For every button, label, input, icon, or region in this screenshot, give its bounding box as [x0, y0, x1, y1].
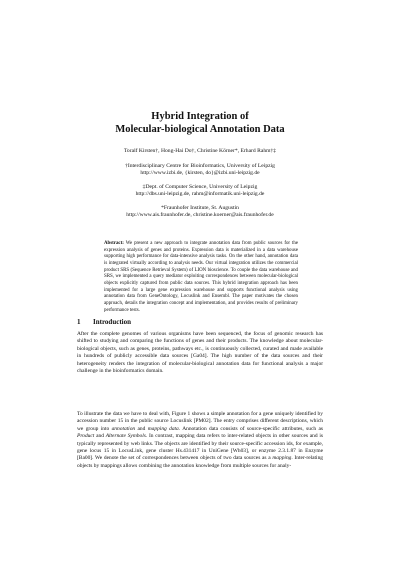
term-annotation: annotation [111, 425, 136, 432]
affiliation-2-name: ‡Dept. of Computer Science, University of Leipzig [142, 184, 258, 190]
section-title: Introduction [93, 318, 131, 326]
abstract [104, 241, 298, 314]
paragraph-2-text: and [135, 425, 148, 432]
title-line-2: Molecular-biological Annotation Data [115, 124, 285, 135]
paragraph-2-text: To illustrate the data we have to deal with, Figure 1 shows a simple annotation for a gene uniquely identified by accession number 15 in the public source Locuslink [PM02]. The entry comprises different descriptions, which we group into [77, 411, 323, 432]
affiliation-1-name: †Interdisciplinary Centre for Bioinformatics, University of Leipzig [125, 163, 275, 169]
abstract-label: Abstract: [104, 241, 124, 246]
affiliation-2-contact: http://dbs.uni-leipzig.de, rahm@informatik.uni-leipzig.de [135, 191, 265, 197]
section-number: 1 [77, 318, 81, 326]
paragraph-2-text: and [94, 433, 106, 440]
affiliation-3-name: *Fraunhofer Institute, St. Augustin [161, 205, 239, 211]
paragraph-2-text: . Annotation data consists of source-specific attributes, such as [178, 425, 323, 432]
body-paragraph-2 [77, 411, 323, 470]
paragraph-2-text: . Inter-relating objects by mappings allows combining the annotation knowledge from multiple sources for analy- [77, 455, 324, 469]
paragraph-2-text: . In contrast, mapping data refers to inter-related objects in other sources and is typically represented by web links. The objects are identified by their source-specific accession ids, for example, gene locus 15 in LocusLink, gene cluster Hs.431417 in UniGene [Wh03], or enzyme 2.3.1.87 in Enzyme [Ba00]. We denote the set of correspondences between objects of two data sources as a [77, 433, 323, 462]
affiliation-1-contact: http://www.izbi.de, {kirsten, do}@izbi.uni-leipzig.de [140, 170, 260, 176]
author-list: Toralf Kirsten†, Hong-Hai Do†, Christine Körner*, Erhard Rahm†‡ [123, 148, 277, 154]
abstract-text: We present a new approach to integrate annotation data from public sources for the expression analysis of genes and proteins. Expression data is materialized in a data warehouse supporting high performance for data-intensive analysis tasks. On the other hand, annotation data is integrated virtually according to analysis needs. Our virtual integration utilizes the commercial product SRS (Sequence Retrieval System) of LION bioscience. To couple the data warehouse and SRS, we implemented a query mediator exploiting correspondences between molecular-biological objects explicitly captured from public data sources. This hybrid integration approach has been implemented for a large gene expression warehouse and supports functional analysis using annotation data from GeneOntology, Locuslink and Ensembl. The paper motivates the chosen approach, details the integration concept and implementation, and provides results of preliminary performance tests. [104, 241, 299, 313]
section-heading [77, 318, 131, 327]
term-mapping: mapping [272, 455, 292, 462]
body-paragraph-1: After the complete genomes of various organisms have been sequenced, the focus of genomic research has shifted to studying and comparing the functions of genes and their products. The knowledge about molecular-biological objects, such as genes, proteins, pathways etc., is continuously collected, curated and made available in hundreds of publicly accessible data sources [Ga04]. The high number of the data sources and their heterogeneity renders the integration of molecular-biological annotation data for functional analysis a major challenge in the bioinformatics domain. [77, 331, 323, 375]
affiliation-3-contact: http://www.ais.fraunhofer.de, christine.koerner@ais.fraunhofer.de [126, 212, 274, 218]
term-product: Product [77, 433, 95, 440]
paper-title [0, 110, 400, 136]
term-alternate-symbols: Alternate Symbols [105, 433, 146, 440]
title-line-1: Hybrid Integration of [151, 111, 249, 122]
term-mapping-data: mapping data [147, 425, 179, 432]
